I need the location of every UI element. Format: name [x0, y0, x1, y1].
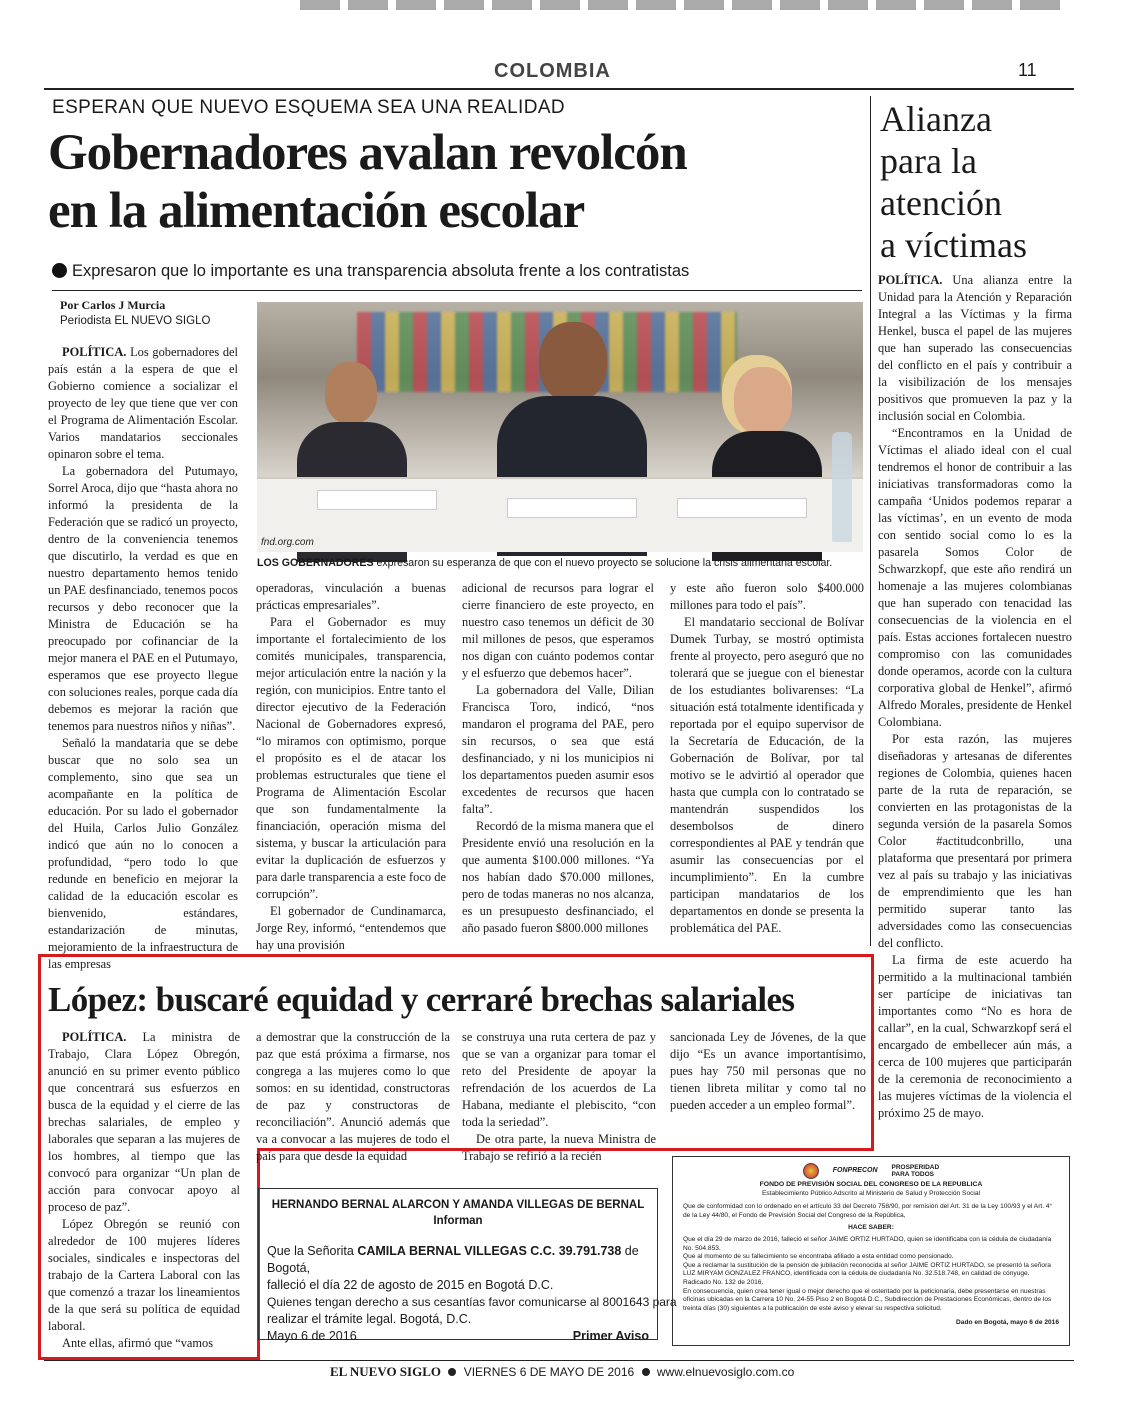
governors-photo [257, 302, 863, 552]
lopez-col-3 [462, 1029, 656, 1177]
bullet-icon [52, 263, 67, 278]
prosperidad-logo-line-1: PROSPERIDAD [891, 1164, 940, 1171]
side-headline [880, 98, 1080, 266]
byline-role: Periodista EL NUEVO SIGLO [60, 315, 211, 327]
deck-rule [52, 290, 862, 291]
side-headline-line-2: para la [880, 141, 977, 181]
main-col-2 [256, 580, 446, 950]
main-col1-p2: La gobernadora del Putumayo, Sorrel Aroca, dijo que “hasta ahora no informó la presidenta de la Federación que se radicó un proyecto, dentro de la conveniencia tenemos que discutirlo, la verdad es que en nuestro departamento hemos tenido un PAE desfinanciado, tenemos pocos recursos y debo reconocer que la Ministra de Educación se ha preocupado por cofinanciar de la mejor manera el PAE en el Putumayo, esperamos que ese proyecto llegue con soluciones reales, porque cada día debemos es mejorar la ración que tenemos para nuestros niños y niñas”. [48, 464, 238, 733]
headline [48, 124, 858, 240]
main-col3-p2: La gobernadora del Valle, Dilian Francisca Toro, indicó, “nos mandaron el programa del PAE, pero sin recursos, o sea que está desfinanciado, y ni los municipios ni los departamentos pueden asumir esos excedentes de recursos que hacen falta”. [462, 683, 654, 816]
section-label: COLOMBIA [494, 60, 611, 82]
lopez-col-4 [670, 1029, 866, 1147]
caption-text: expresaron su esperanza de que con el nuevo proyecto se solucione la crisis alimentaria escolar. [373, 557, 833, 569]
main-col2-p1: operadoras, vinculación a buenas prácticas empresariales”. [256, 581, 446, 612]
lopez-lead: POLÍTICA. [62, 1030, 127, 1044]
notice-item-3: Que a reclamar la sustitución de la pensión de jubilación reconocida al señor JAIME ORTIZ HURTADO, se presentó la señora LUZ MIRYAM GONZALEZ FRANCO, identificada con la cédula de ciudadanía No. 32.518.748, en calidad de cónyuge. Radicado No. 132 de 2016. [683, 1261, 1051, 1286]
notice-signoff: Dado en Bogotá, mayo 6 de 2016 [956, 1319, 1059, 1327]
page-number: 11 [1018, 60, 1037, 80]
lopez-c3-p1: se construya una ruta certera de paz y que se van a organizar para tomar el reto del Presidente de apoyar la refrendación de los acuerdos de La Habana, mediante el plebiscito, “con toda la seriedad”. [462, 1030, 656, 1129]
deck-text: Expresaron que lo importante es una transparencia absoluta frente a los contratistas [72, 262, 690, 280]
notice-bernal-l2: falleció el día 22 de agosto de 2015 en Bogotá D.C. [267, 1278, 554, 1292]
name-plate-2 [507, 498, 637, 518]
headline-line-1: Gobernadores avalan revolcón [48, 125, 687, 181]
fonprecon-logo: FONPRECON [832, 1166, 878, 1174]
main-col2-p3: El gobernador de Cundinamarca, Jorge Rey, informó, “entendemos que hay una provisión [256, 904, 446, 952]
main-col4-p1: y este año fueron solo $400.000 millones para todo el país”. [670, 581, 864, 612]
main-col1-p3: Señaló la mandataria que se debe buscar que no solo sea un complemento, sino que sea un acompañante en la política de educación. Por su lado el gobernador del Huila, Carlos Julio González indicó que aún no lo conocen a profundidad, “pero todo lo que redunde en beneficio en mejorar la calidad de la educación escolar es bienvenido, estándares, estandarización de minutas, mejoramiento de la infraestructura de las empresas [48, 736, 238, 971]
photo-credit: fnd.org.com [261, 537, 314, 548]
notice-hace-saber: HACE SABER: [848, 1224, 894, 1232]
footer-dot-icon [448, 1368, 456, 1376]
side-headline-line-4: a víctimas [880, 225, 1027, 265]
side-p3: Por esta razón, las mujeres diseñadoras y artesanas de diferentes regiones de Colombia, quienes hacen parte de la ruta de reparación, se convierten en las protagonistas de la segunda versión de la pasarela Somos Color #actitudconbrillo, una plataforma que presentará por primera vez al país su trabajo y las iniciativas de emprendimiento que les han permitido superar tanto las adversidades como las consecuencias del conflicto. [878, 732, 1072, 950]
main-col3-p1: adicional de recursos para lograr el cierre financiero de este proyecto, en nuestro caso tenemos un déficit de 30 mil millones de pesos, que esperamos nos digan con cuánto podemos contar y el esfuerzo que debemos hacer”. [462, 581, 654, 680]
notice-bernal-l1-pre: Que la Señorita [267, 1244, 358, 1258]
notice-intro: Que de conformidad con lo ordenado en el artículo 33 del Decreto 758/90, por remisión del Art. 31 de la Ley 100/93 y el Art. 4° de la Ley 44/80, el Fondo de Previsión Social del Congreso de la República, [683, 1203, 1053, 1219]
caption-lead: LOS GOBERNADORES [257, 557, 374, 569]
side-body [878, 272, 1072, 1142]
column-divider [870, 96, 871, 946]
footer-date: VIERNES 6 DE MAYO DE 2016 [463, 1365, 635, 1379]
kicker: ESPERAN QUE NUEVO ESQUEMA SEA UNA REALIDAD [52, 97, 566, 118]
colombia-seal-icon [803, 1163, 819, 1179]
prosperidad-logo-line-2: PARA TODOS [891, 1171, 935, 1178]
headline-line-2: en la alimentación escolar [48, 183, 585, 239]
notice-bernal-l1-bold: CAMILA BERNAL VILLEGAS C.C. 39.791.738 [357, 1244, 622, 1258]
main-col3-p3: Recordó de la misma manera que el Presidente envió una resolución en la que aumenta $100.000 millones. “Ya nos habían dado $70.000 millones, pero de todas maneras no nos alcanza, es un presupuesto desfinanciado, el año pasado fueron $800.000 millones [462, 819, 654, 935]
notice-bernal-tag: Primer Aviso [572, 1329, 649, 1343]
side-lead: POLÍTICA. [878, 273, 943, 287]
byline [60, 297, 210, 329]
main-col2-p2: Para el Gobernador es muy importante el fortalecimiento de los comités municipales, transparencia, mejor articulación entre la nación y la región, con municipios. Entre tanto el director ejecutivo de la Federación Nacional de Gobernadores expresó, “lo miramos con optimismo, porque el propósito es el de atacar los problemas estructurales que tiene el Programa de Alimentación Escolar que son fundamentalmente la financiación, operación misma del sistema, y buscar la articulación para evitar la duplicación de esfuerzos y para darle transparencia a este foco de corrupción”. [256, 615, 446, 901]
name-plate-1 [317, 490, 437, 510]
lopez-c1-p3: Ante ellas, afirmó que “vamos [62, 1336, 214, 1350]
footer-rule [44, 1360, 1074, 1361]
main-col1-p1: Los gobernadores del país están a la espera de que el Gobierno comience a socializar el proyecto de ley que tiene que ver con el Programa de Alimentación Escolar. Varios mandatarios seccionales opinaron sobre el tema. [48, 345, 238, 461]
notice-bernal [258, 1188, 677, 1343]
lopez-c1-p2: López Obregón se reunió con alrededor de 100 mujeres líderes sociales, sindicales e inspectoras del trabajo de la Cartera Laboral con las que comenzó a trazar los lineamientos de la que será su política de equidad laboral. [48, 1217, 240, 1333]
notice-org-sub: Establecimiento Público Adscrito al Ministerio de Salud y Protección Social [761, 1189, 981, 1197]
header-rule [44, 88, 1074, 90]
side-p1: Una alianza entre la Unidad para la Atención y Reparación Integral a las Víctimas y la firma Henkel, busca el papel de las mujeres que han superado las consecuencias del conflicto en el país y contribuir a la visibilización de los mensajes positivos que promueven la paz y la inclusión social en Colombia. [878, 273, 1072, 423]
footer-dot-icon-2 [642, 1368, 650, 1376]
highlight-box-step-right [871, 954, 874, 1151]
notice-bernal-l3: Quienes tengan derecho a sus cesantías favor comunicarse al 8001643 para [267, 1295, 677, 1309]
main-col4-p2: El mandatario seccional de Bolívar Dumek Turbay, se mostró optimista frente al proyecto, pero aseguró que no tolerará que se juegue con el bienestar de los estudiantes bolivarenses: “La situación está totalmente identificada y reportada por el equipo supervisor de la Secretaría de Educación, de la Gobernación de Bolívar, por tal motivo se le advirtió al operador que hasta que cumpla con lo contratado se mantendrán suspendidos los desembolsos de dinero correspondientes al PAE y tendrán que asumir las consecuencias por el incumplimiento”. En la cumbre participan mandatarios de los departamentos en donde se presenta la problemática del PAE. [670, 615, 864, 935]
lopez-headline: López: buscaré equidad y cerraré brechas salariales [48, 980, 795, 1019]
byline-name: Por Carlos J Murcia [60, 298, 166, 312]
main-lead: POLÍTICA. [62, 345, 127, 359]
side-p4: La firma de este acuerdo ha permitido a la multinacional también ser partícipe de iniciativas tan importantes como “No es hora de callar”, en la cual, Schwarzkopf será el encargado de embellecer aún más, a cerca de 100 mujeres que participarán de la ceremonia de reconocimiento a las mujeres víctimas de la violencia el próximo 25 de mayo. [878, 953, 1072, 1120]
footer [330, 1364, 794, 1380]
top-cutoff-strip [300, 0, 1060, 10]
prosperidad-logo [892, 1164, 940, 1178]
notice-bernal-subtitle: Informan [433, 1215, 483, 1227]
notice-item-2: Que al momento de su fallecimiento se encontraba afiliado a esta entidad como pensionado. [683, 1253, 954, 1261]
main-col-3 [462, 580, 654, 950]
water-bottle [832, 432, 852, 542]
footer-url[interactable]: www.elnuevosiglo.com.co [656, 1365, 795, 1379]
notice-bernal-title: HERNANDO BERNAL ALARCON Y AMANDA VILLEGAS DE BERNAL [271, 1199, 645, 1211]
lopez-col-2 [256, 1029, 450, 1177]
lopez-c1-p1: La ministra de Trabajo, Clara López Obregón, anunció en su primer evento público que concentrará sus esfuerzos en busca de la equidad y el cierre de las brechas salariales, de empleo y laborales que separan a las mujeres de los hombres, al tiempo que las convocó para organizar “Un plan de acción para convocar apoyo al proceso de paz”. [48, 1030, 240, 1214]
notice-fonprecon [672, 1156, 1070, 1346]
name-plate-3 [677, 498, 807, 518]
main-col-1 [48, 344, 238, 971]
main-col-4 [670, 580, 864, 950]
lopez-col-1 [48, 1029, 240, 1353]
lopez-c2-p1: a demostrar que la construcción de la paz que está próxima a firmarse, nos congrega a las mujeres como lo que somos: en su identidad, constructoras de paz y constructoras de reconciliación”. Anunció además que va a convocar a las mujeres de todo el país para que desde la equidad [256, 1030, 450, 1163]
notice-item-4: En consecuencia, quien crea tener igual o mejor derecho que el ostentado por la peticionaria, debe presentarse en nuestras oficinas ubicadas en la Carrera 10 No. 24-55 Piso 2 en Bogotá D.C., Subdirección de Prestaciones Económicas, dentro de los treinta días (30) siguientes a la publicación de este aviso y elevar su respectiva solicitud. [683, 1287, 1052, 1312]
side-headline-line-3: atención [880, 183, 1002, 223]
side-headline-line-1: Alianza [880, 99, 992, 139]
notice-bernal-date: Mayo 6 de 2016 [267, 1329, 357, 1343]
photo-caption [257, 557, 867, 569]
footer-paper: EL NUEVO SIGLO [330, 1364, 441, 1379]
lopez-c3-p2: De otra parte, la nueva Ministra de Trabajo se refirió a la recién [462, 1132, 656, 1163]
lopez-c4-p1: sancionada Ley de Jóvenes, de la que dijo “Es un avance importantísimo, pues hay 750 mil personas que no tienen libreta militar y como tal no pueden acceder a un empleo formal”. [670, 1030, 866, 1112]
deck [52, 262, 689, 281]
notice-item-1: Que el día 29 de marzo de 2016, falleció el señor JAIME ORTIZ HURTADO, quien se identificaba con la cédula de ciudadanía No. 504.853. [683, 1235, 1052, 1252]
side-p2: “Encontramos en la Unidad de Víctimas el aliado ideal con el cual tendremos el honor de contribuir a las iniciativas transformadoras como la campaña ‘Unidos podemos reparar a las víctimas’, en un evento de moda con sentido social como lo es la pasarela Somos Color de Schwarzkopf, que este año rendirá un homenaje a las mujeres colombianas que han superado con tenacidad las consecuencias de la violencia en el país. Estas acciones fortalecen nuestro compromiso con las comunidades donde operamos, acorde con la cultura corporativa global de Henkel”, afirmó Alfredo Morales, presidente de Henkel Colombiana. [878, 426, 1072, 729]
notice-bernal-l1-post: de Bogotá, [267, 1244, 639, 1275]
notice-bernal-l4: realizar el trámite legal. Bogotá, D.C. [267, 1312, 472, 1326]
notice-org: FONDO DE PREVISIÓN SOCIAL DEL CONGRESO DE LA REPUBLICA [759, 1181, 983, 1188]
